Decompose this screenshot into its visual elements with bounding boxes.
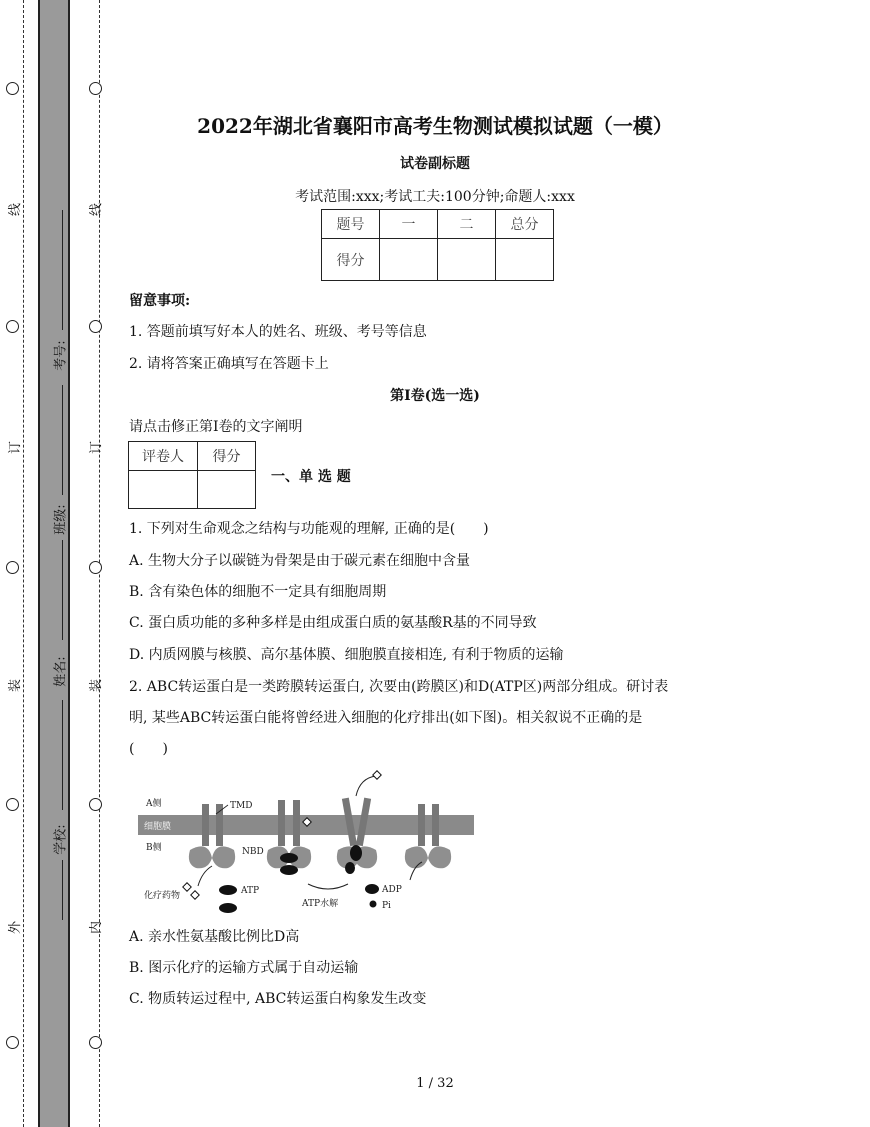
margin-char-staple: 装: [89, 678, 105, 693]
label-atp-hydrolysis: ATP水解: [302, 899, 339, 909]
score-header-cell: 二: [438, 210, 496, 239]
field-school-blank[interactable]: [62, 860, 63, 920]
page-subtitle: 试卷副标题: [400, 156, 470, 172]
label-tmd: TMD: [230, 801, 253, 811]
label-pi: Pi: [382, 901, 391, 911]
question-1-option[interactable]: C. 蛋白质功能的多种多样是由组成蛋白质的氨基酸R基的不同导致: [129, 615, 537, 631]
field-name-blank[interactable]: [62, 700, 63, 810]
score-header-cell: 总分: [496, 210, 554, 239]
question-2-stem: 2. ABC转运蛋白是一类跨膜转运蛋白, 次要由(跨膜区)和D(ATP区)两部分组成。研讨表: [129, 679, 669, 695]
notes-heading: 留意事项:: [129, 293, 191, 309]
notes-item: 1. 答题前填写好本人的姓名、班级、考号等信息: [129, 324, 427, 340]
punch-hole: [89, 82, 102, 95]
grader-table: [128, 441, 256, 509]
label-membrane: 细胞膜: [144, 822, 172, 832]
grader-cell[interactable]: [198, 471, 256, 509]
score-cell[interactable]: [438, 239, 496, 281]
abc-transporter-figure: [138, 768, 478, 918]
label-side-a: A侧: [146, 799, 162, 809]
score-table: [321, 209, 554, 281]
page-title: 2022年湖北省襄阳市高考生物测试模拟试题（一模）: [197, 114, 673, 138]
question-1-option[interactable]: B. 含有染色体的细胞不一定具有细胞周期: [129, 584, 387, 600]
question-1-stem: 1. 下列对生命观念之结构与功能观的理解, 正确的是( ): [129, 521, 489, 537]
field-exam-no-blank[interactable]: [62, 210, 63, 330]
field-label-name: 姓名:: [53, 656, 69, 687]
field-class-blank-lower[interactable]: [62, 540, 63, 640]
part-title: 一、单 选 题: [271, 469, 351, 485]
section-instruction: 请点击修正第I卷的文字阐明: [129, 419, 303, 435]
grader-header-cell: 得分: [198, 442, 256, 471]
margin-char-bind: 订: [89, 440, 105, 455]
margin-char-inner: 内: [89, 920, 105, 935]
punch-hole: [6, 82, 19, 95]
field-label-school: 学校:: [53, 824, 69, 855]
punch-hole: [6, 561, 19, 574]
page-number: 1 / 32: [416, 1076, 454, 1091]
margin-char-bind: 订: [8, 440, 24, 455]
punch-hole: [89, 798, 102, 811]
exam-info: 考试范围:xxx;考试工夫:100分钟;命题人:xxx: [295, 189, 575, 205]
score-cell[interactable]: [380, 239, 438, 281]
punch-hole: [89, 320, 102, 333]
margin-char-line: 线: [89, 202, 105, 217]
question-2-option[interactable]: C. 物质转运过程中, ABC转运蛋白构象发生改变: [129, 991, 427, 1007]
margin-char-outer: 外: [8, 920, 24, 935]
score-header-cell: 一: [380, 210, 438, 239]
grader-cell[interactable]: [129, 471, 198, 509]
field-label-exam-no: 考号:: [53, 340, 69, 371]
grader-header-cell: 评卷人: [129, 442, 198, 471]
score-cell[interactable]: [496, 239, 554, 281]
label-nbd: NBD: [242, 847, 264, 857]
notes-item: 2. 请将答案正确填写在答题卡上: [129, 356, 329, 372]
transporter-state-1: [189, 804, 235, 868]
question-2-stem: ( ): [129, 741, 168, 757]
punch-hole: [6, 320, 19, 333]
label-side-b: B侧: [146, 843, 162, 853]
punch-hole: [89, 561, 102, 574]
question-2-option[interactable]: B. 图示化疗的运输方式属于自动运输: [129, 960, 359, 976]
question-1-option[interactable]: D. 内质网膜与核膜、高尔基体膜、细胞膜直接相连, 有利于物质的运输: [129, 647, 564, 663]
question-1-option[interactable]: A. 生物大分子以碳链为骨架是由于碳元素在细胞中含量: [129, 553, 471, 569]
transporter-state-2: [267, 800, 311, 875]
punch-hole: [6, 1036, 19, 1049]
margin-char-line: 线: [8, 202, 24, 217]
punch-hole: [6, 798, 19, 811]
label-drug: 化疗药物: [144, 891, 181, 901]
section-title: 第I卷(选一选): [390, 388, 480, 404]
question-2-option[interactable]: A. 亲水性氨基酸比例比D高: [129, 929, 300, 945]
punch-hole: [89, 1036, 102, 1049]
question-2-stem: 明, 某些ABC转运蛋白能将曾经进入细胞的化疗排出(如下图)。相关叙说不正确的是: [129, 710, 643, 726]
margin-char-staple: 装: [8, 678, 24, 693]
field-label-class: 班级:: [53, 504, 69, 535]
label-atp: ATP: [241, 886, 260, 896]
score-header-cell: 题号: [322, 210, 380, 239]
label-adp: ADP: [382, 885, 402, 895]
score-row-label: 得分: [322, 239, 380, 281]
